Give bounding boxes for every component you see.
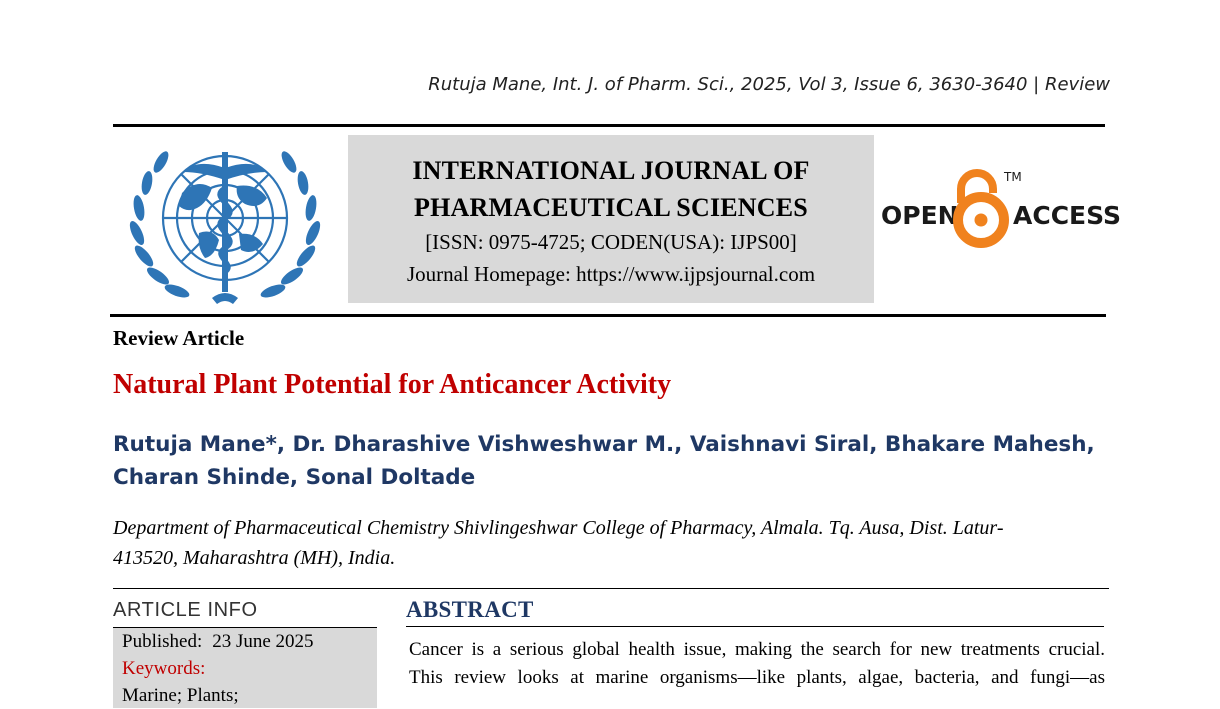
article-type: Review Article <box>113 326 245 350</box>
journal-issn: [ISSN: 0975-4725; CODEN(USA): IJPS00] <box>425 230 797 254</box>
emblem-logo <box>127 138 323 306</box>
abstract-line-2: This review looks at marine organisms—like plants, algae, bacteria, and fungi—as <box>409 667 1105 688</box>
article-title: Natural Plant Potential for Anticancer Activity <box>113 369 672 400</box>
affiliation-line-2: 413520, Maharashtra (MH), India. <box>113 547 396 569</box>
citation-header: Rutuja Mane, Int. J. of Pharm. Sci., 2025, Vol 3, Issue 6, 3630-3640 | Review <box>428 74 1110 95</box>
abstract-text <box>409 636 1105 692</box>
author-list <box>113 428 1113 494</box>
padlock-icon <box>958 173 1004 243</box>
keywords-value: Marine; Plants; <box>122 685 239 706</box>
journal-homepage: Journal Homepage: https://www.ijpsjournal.com <box>406 262 816 286</box>
abstract-heading: ABSTRACT <box>406 597 534 622</box>
abstract-line-1: Cancer is a serious global health issue, making the search for new treatments crucial. <box>409 639 1105 660</box>
article-info-box <box>113 628 377 708</box>
affiliation <box>113 513 1108 573</box>
keywords-label: Keywords: <box>122 658 206 679</box>
abstract-rule <box>406 626 1104 627</box>
published-row <box>113 628 377 655</box>
masthead-bottom-rule <box>110 314 1106 317</box>
journal-title-line2: PHARMACEUTICAL SCIENCES <box>414 193 808 222</box>
journal-title-line1: INTERNATIONAL JOURNAL OF <box>412 156 810 185</box>
published-date: 23 June 2025 <box>212 631 314 652</box>
top-rule <box>113 124 1105 127</box>
trademark-text: TM <box>1004 170 1022 184</box>
section-divider <box>113 588 1109 589</box>
affiliation-line-1: Department of Pharmaceutical Chemistry Shivlingeshwar College of Pharmacy, Almala. Tq. Ausa, Dist. Latur- <box>113 517 1004 539</box>
open-access-open-text: OPEN <box>881 201 959 230</box>
journal-masthead <box>348 135 874 303</box>
open-access-access-text: ACCESS <box>1013 201 1122 230</box>
article-info-heading: ARTICLE INFO <box>113 599 258 621</box>
authors-line-1: Rutuja Mane*, Dr. Dharashive Vishweshwar M., Vaishnavi Siral, Bhakare Mahesh, <box>113 432 1095 457</box>
authors-line-2: Charan Shinde, Sonal Doltade <box>113 465 476 490</box>
published-label: Published: <box>122 631 203 652</box>
open-access-logo <box>880 165 1122 253</box>
